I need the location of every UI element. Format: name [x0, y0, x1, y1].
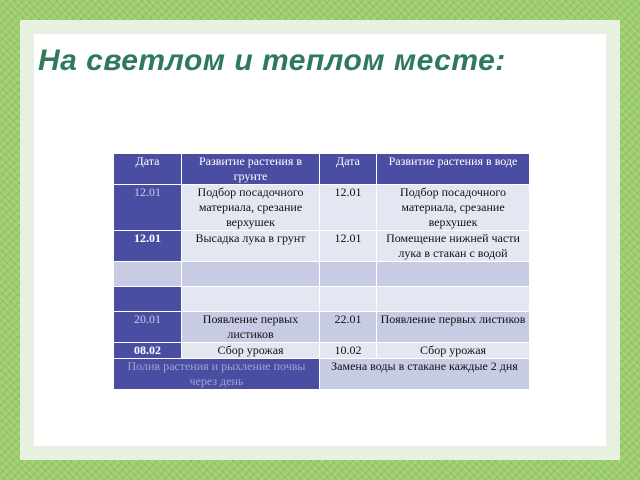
date-water-cell: 12.01: [320, 231, 377, 262]
soil-step-cell: Высадка лука в грунт: [182, 231, 320, 262]
water-step-cell: [377, 287, 530, 312]
water-step-cell: Появление первых листиков: [377, 312, 530, 343]
water-step-cell: [377, 262, 530, 287]
header-date-soil: Дата: [114, 154, 182, 185]
soil-care-note: Полив растения и рыхление почвы через день: [114, 359, 320, 390]
table-row: [114, 287, 530, 312]
water-care-note: Замена воды в стакане каждые 2 дня: [320, 359, 530, 390]
date-water-cell: [320, 287, 377, 312]
table-row: [114, 262, 530, 287]
table-row: [114, 343, 530, 359]
date-soil-cell: 20.01: [114, 312, 182, 343]
growth-comparison-table: [113, 153, 530, 390]
water-step-cell: Помещение нижней части лука в стакан с водой: [377, 231, 530, 262]
date-water-cell: 22.01: [320, 312, 377, 343]
table-header-row: [114, 154, 530, 185]
soil-step-cell: Подбор посадочного материала, срезание верхушек: [182, 185, 320, 231]
table-row: [114, 231, 530, 262]
soil-step-cell: Появление первых листиков: [182, 312, 320, 343]
date-soil-cell: 12.01: [114, 231, 182, 262]
date-soil-cell: [114, 287, 182, 312]
water-step-cell: Сбор урожая: [377, 343, 530, 359]
date-water-cell: [320, 262, 377, 287]
date-soil-cell: 12.01: [114, 185, 182, 231]
header-date-water: Дата: [320, 154, 377, 185]
date-soil-cell: 08.02: [114, 343, 182, 359]
date-soil-cell: [114, 262, 182, 287]
table-row: [114, 312, 530, 343]
water-step-cell: Подбор посадочного материала, срезание верхушек: [377, 185, 530, 231]
date-water-cell: 10.02: [320, 343, 377, 359]
soil-step-cell: [182, 262, 320, 287]
date-water-cell: 12.01: [320, 185, 377, 231]
table-footer-row: [114, 359, 530, 390]
soil-step-cell: Сбор урожая: [182, 343, 320, 359]
header-water-development: Развитие растения в воде: [377, 154, 530, 185]
slide-title: На светлом и теплом месте:: [38, 44, 506, 77]
table-row: [114, 185, 530, 231]
header-soil-development: Развитие растения в грунте: [182, 154, 320, 185]
soil-step-cell: [182, 287, 320, 312]
